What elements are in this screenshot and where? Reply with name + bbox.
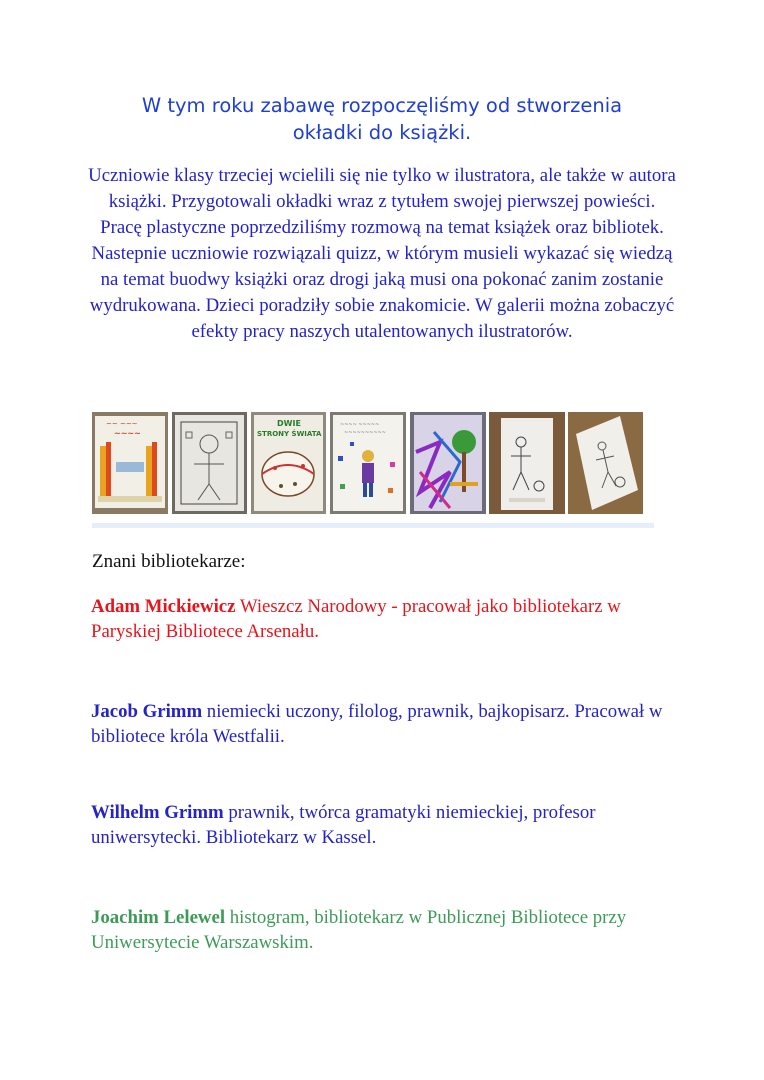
librarian-description: niemiecki uczony, filolog, prawnik, bajkopisarz. Pracował w bibliotece króla Westfalii. [91, 701, 663, 747]
librarian-description: prawnik, twórca gramatyki niemieckiej, profesor uniwersytecki. Bibliotekarz w Kassel. [91, 802, 596, 848]
gallery-image-2[interactable] [172, 412, 247, 514]
gallery-thumbnails [92, 412, 654, 514]
gallery-image-1[interactable] [92, 412, 168, 514]
librarian-description: histogram, bibliotekarz w Publicznej Bibliotece przy Uniwersytecie Warszawskim. [91, 907, 627, 953]
librarian-name: Wilhelm Grimm [91, 802, 224, 823]
gallery-scrollbar[interactable] [92, 523, 654, 528]
librarian-name: Adam Mickiewicz [91, 596, 236, 617]
gallery-image-3[interactable] [251, 412, 326, 514]
gallery-image-7[interactable] [568, 412, 643, 514]
librarian-name: Jacob Grimm [91, 701, 203, 722]
librarian-entry-wilhelm-grimm [91, 800, 691, 850]
svg-text:STRONY ŚWIATA: STRONY ŚWIATA [257, 430, 322, 438]
svg-text:DWIE: DWIE [277, 419, 301, 428]
gallery [92, 412, 654, 531]
librarian-entry-lelewel [91, 905, 691, 955]
page-title-line-2: okładki do książki. [292, 121, 472, 144]
intro-paragraph: Uczniowie klasy trzeciej wcielili się nie tylko w ilustratora, ale także w autora książki. Przygotowali okładki wraz z tytułem swojej pierwszej powieści. Pracę plastyczne poprzedziliśmy rozmową na temat książek oraz bibliotek. Nastepnie uczniowie rozwiązali quizz, w którym musieli wykazać się wiedzą na temat buodwy książki oraz drogi jaką musi ona pokonać zanim zostanie wydrukowana. Dzieci poradziły sobie znakomicie. W galerii można zobaczyć efekty pracy naszych utalentowanych ilustratorów. [88, 165, 676, 342]
librarians-heading: Znani bibliotekarze: [92, 551, 246, 572]
svg-text:~~~~: ~~~~ [114, 429, 141, 438]
page-title-line-1: W tym roku zabawę rozpoczęliśmy od stworzenia [141, 94, 623, 117]
gallery-image-5[interactable] [410, 412, 486, 514]
page-title [80, 92, 684, 146]
svg-text:~~ ~~~: ~~ ~~~ [106, 420, 138, 428]
librarian-entry-mickiewicz [91, 594, 691, 644]
gallery-image-6[interactable] [489, 412, 565, 514]
svg-text:~~~~ ~~~~~: ~~~~ ~~~~~ [340, 422, 380, 428]
librarian-description: Wieszcz Narodowy - pracował jako bibliotekarz w Paryskiej Bibliotece Arsenału. [91, 596, 621, 642]
svg-text:~~~~~~~~~~: ~~~~~~~~~~ [344, 430, 386, 436]
librarian-name: Joachim Lelewel [91, 907, 226, 928]
gallery-image-4[interactable] [330, 412, 406, 514]
librarian-entry-jacob-grimm [91, 699, 691, 749]
